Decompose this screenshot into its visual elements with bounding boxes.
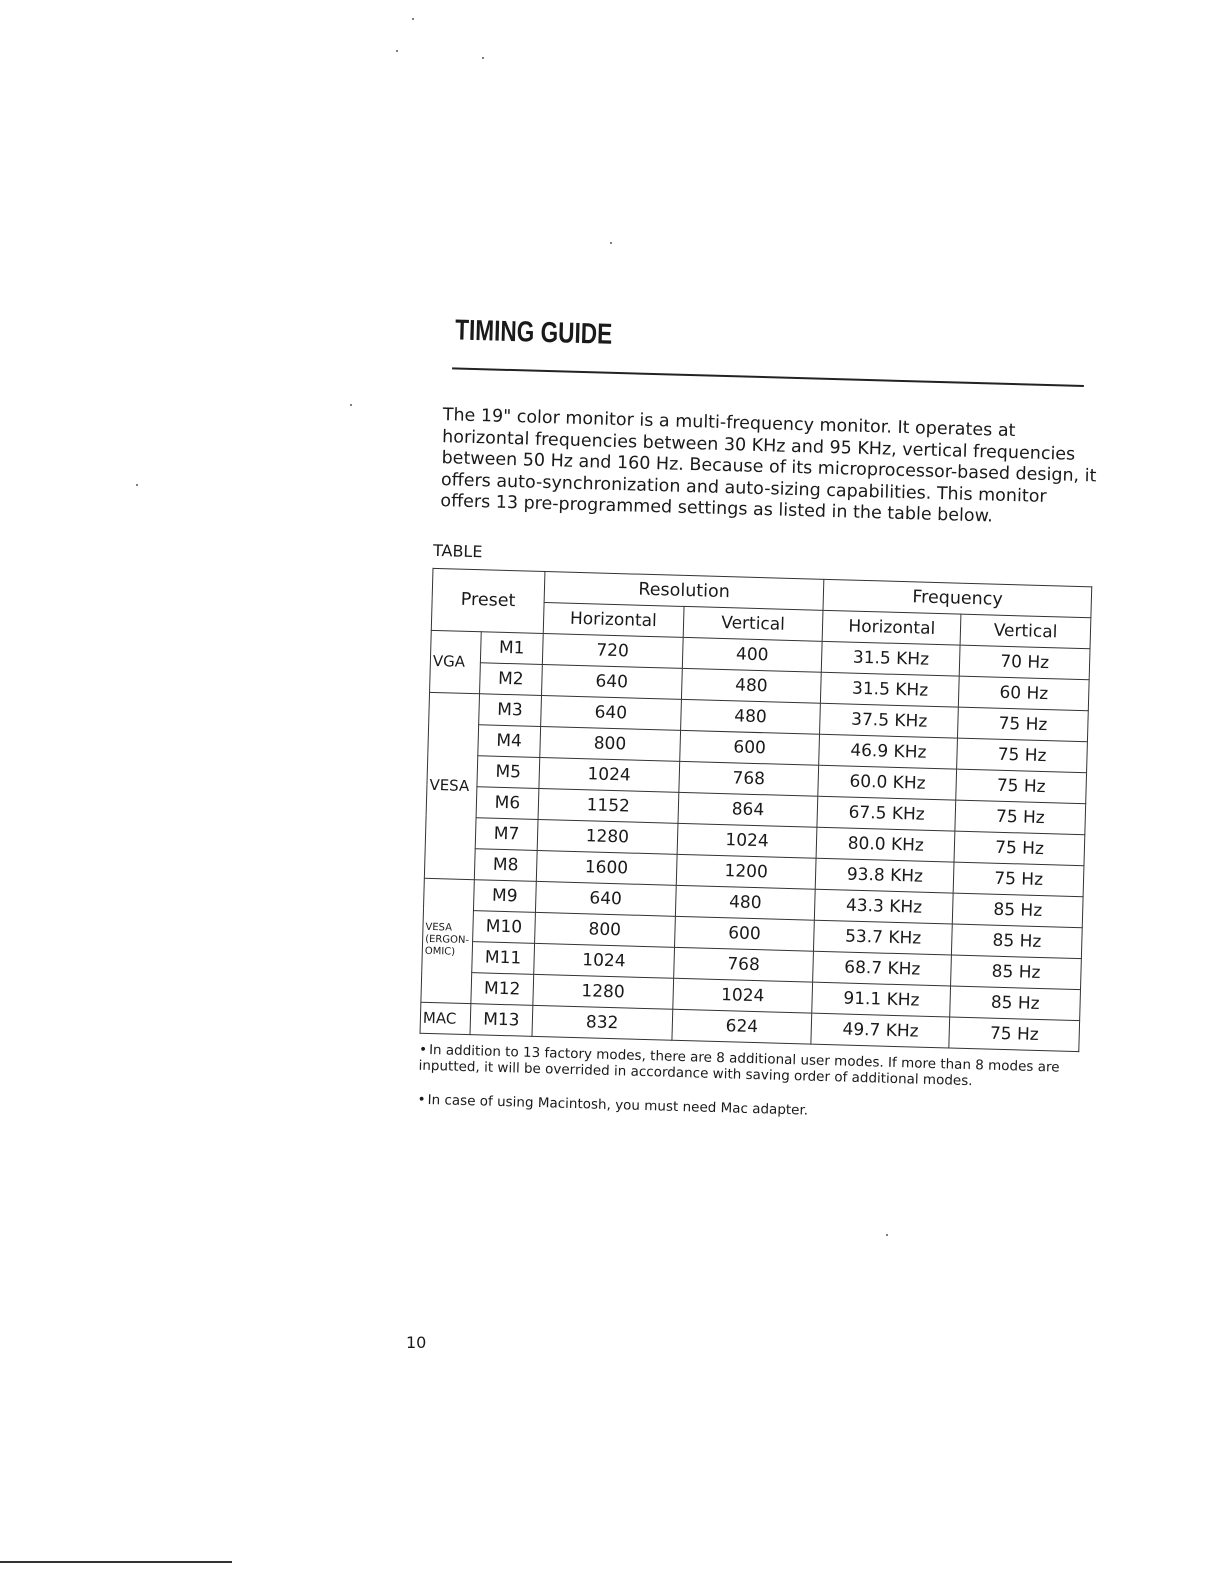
h-res-cell: 1280 <box>537 819 678 854</box>
v-freq-cell: 75 Hz <box>956 769 1087 804</box>
header-frequency-horizontal: Horizontal <box>823 610 962 645</box>
v-res-cell: 480 <box>681 668 822 703</box>
timing-table <box>420 567 1093 1051</box>
h-freq-cell: 93.8 KHz <box>816 858 955 893</box>
h-freq-cell: 68.7 KHz <box>813 951 952 986</box>
title-divider <box>452 367 1084 387</box>
header-resolution-vertical: Vertical <box>683 606 824 641</box>
footnote-text: In addition to 13 factory modes, there are 8 additional user modes. If more than 8 modes are inputted, it will be overrided in accordance with saving order of additional modes. <box>418 1041 1060 1089</box>
v-res-cell: 1024 <box>677 823 818 858</box>
h-freq-cell: 31.5 KHz <box>822 641 961 676</box>
footnote-text: In case of using Macintosh, you must need Mac adapter. <box>427 1091 809 1119</box>
h-res-cell: 720 <box>542 633 683 668</box>
header-frequency: Frequency <box>823 579 1091 617</box>
footnote <box>417 1091 1077 1125</box>
page-number: 10 <box>406 1333 427 1352</box>
h-res-cell: 640 <box>541 695 682 730</box>
mode-cell: M11 <box>472 941 535 974</box>
v-freq-cell: 75 Hz <box>953 862 1084 897</box>
v-res-cell: 624 <box>672 1009 813 1044</box>
h-freq-cell: 43.3 KHz <box>815 889 954 924</box>
v-res-cell: 1024 <box>672 978 813 1013</box>
h-freq-cell: 80.0 KHz <box>816 827 955 862</box>
v-res-cell: 480 <box>680 699 821 734</box>
h-res-cell: 640 <box>541 664 682 699</box>
h-res-cell: 640 <box>535 881 676 916</box>
h-freq-cell: 91.1 KHz <box>812 982 951 1017</box>
header-resolution: Resolution <box>544 571 824 610</box>
v-freq-cell: 85 Hz <box>952 924 1083 959</box>
h-freq-cell: 31.5 KHz <box>821 672 960 707</box>
h-freq-cell: 60.0 KHz <box>818 765 957 800</box>
bullet-icon: • <box>418 1041 428 1058</box>
v-freq-cell: 75 Hz <box>957 738 1088 773</box>
mode-cell: M7 <box>475 817 538 850</box>
h-res-cell: 1280 <box>533 974 674 1009</box>
h-freq-cell: 67.5 KHz <box>817 796 956 831</box>
mode-cell: M8 <box>474 848 537 881</box>
mode-cell: M2 <box>480 662 543 695</box>
group-label-mac: MAC <box>420 1002 471 1034</box>
table-label: TABLE <box>432 540 483 561</box>
h-freq-cell: 37.5 KHz <box>820 703 959 738</box>
page-title: TIMING GUIDE <box>454 314 613 351</box>
header-frequency-vertical: Vertical <box>960 614 1091 649</box>
v-res-cell: 480 <box>675 885 816 920</box>
v-freq-cell: 75 Hz <box>955 800 1086 835</box>
mode-cell: M6 <box>476 786 539 819</box>
h-res-cell: 1024 <box>534 943 675 978</box>
h-freq-cell: 53.7 KHz <box>814 920 953 955</box>
v-freq-cell: 75 Hz <box>958 707 1089 742</box>
group-label-vesa-ergonomic: VESA (ERGON-OMIC) <box>421 878 474 1003</box>
v-res-cell: 768 <box>679 761 820 796</box>
page-content <box>417 300 1100 1144</box>
h-res-cell: 1600 <box>536 850 677 885</box>
mode-cell: M1 <box>480 631 543 664</box>
mode-cell: M10 <box>473 910 536 943</box>
v-freq-cell: 75 Hz <box>954 831 1085 866</box>
v-res-cell: 768 <box>673 947 814 982</box>
group-label-vesa: VESA <box>424 692 479 879</box>
v-res-cell: 400 <box>682 637 823 672</box>
v-freq-cell: 85 Hz <box>950 986 1081 1021</box>
v-res-cell: 864 <box>678 792 819 827</box>
h-res-cell: 1024 <box>539 757 680 792</box>
mode-cell: M13 <box>470 1003 533 1036</box>
h-res-cell: 800 <box>534 912 675 947</box>
h-freq-cell: 49.7 KHz <box>811 1013 950 1048</box>
mode-cell: M5 <box>477 755 540 788</box>
header-resolution-horizontal: Horizontal <box>543 602 684 637</box>
mode-cell: M9 <box>473 879 536 912</box>
header-preset: Preset <box>431 568 545 633</box>
group-label-vga: VGA <box>430 630 482 693</box>
bottom-rule <box>0 1561 232 1563</box>
footnotes <box>417 1041 1079 1125</box>
bullet-icon: • <box>417 1091 426 1108</box>
mode-cell: M12 <box>471 972 534 1005</box>
v-freq-cell: 85 Hz <box>953 893 1084 928</box>
v-res-cell: 600 <box>679 730 820 765</box>
mode-cell: M3 <box>479 693 542 726</box>
h-res-cell: 800 <box>540 726 681 761</box>
v-res-cell: 1200 <box>676 854 817 889</box>
h-freq-cell: 46.9 KHz <box>819 734 958 769</box>
mode-cell: M4 <box>478 724 541 757</box>
intro-paragraph: The 19" color monitor is a multi-frequency monitor. It operates at horizontal frequencies between 30 KHz and 95 KHz, vertical frequencies between 50 Hz and 160 Hz. Because of its microprocessor-based design, it offers auto-synchronization and auto-sizing capabilities. This monitor offers 13 pre-programmed settings as listed in the table below. <box>440 405 1097 527</box>
v-freq-cell: 75 Hz <box>949 1017 1080 1052</box>
v-freq-cell: 85 Hz <box>951 955 1082 990</box>
h-res-cell: 832 <box>532 1005 673 1040</box>
v-freq-cell: 70 Hz <box>959 645 1090 680</box>
h-res-cell: 1152 <box>538 788 679 823</box>
v-res-cell: 600 <box>674 916 815 951</box>
v-freq-cell: 60 Hz <box>959 676 1090 711</box>
